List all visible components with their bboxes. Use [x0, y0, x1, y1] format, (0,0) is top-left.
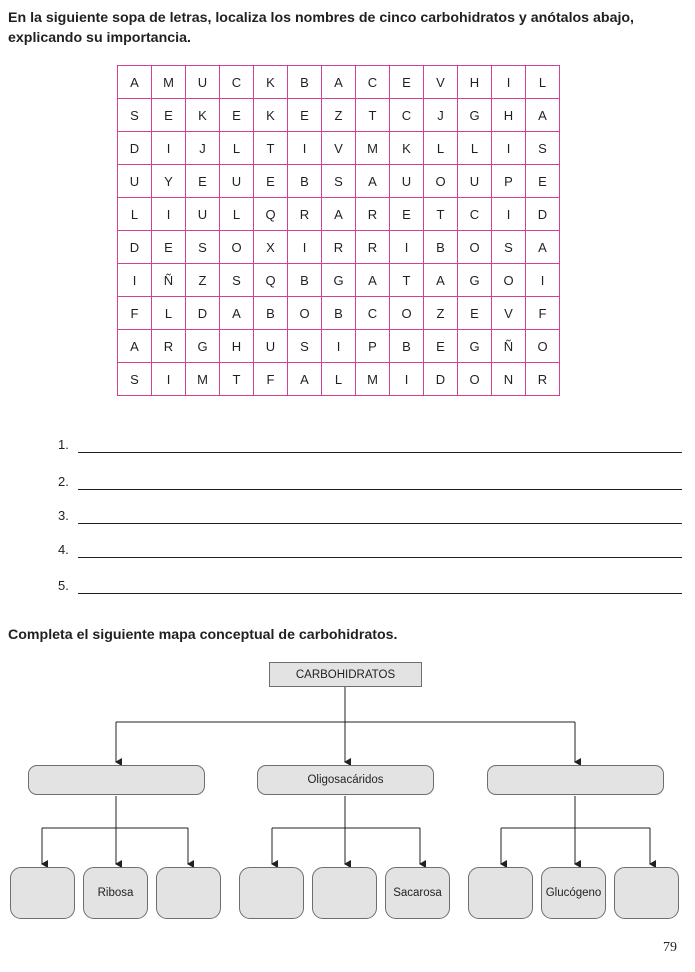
grid-cell[interactable]: Z — [424, 297, 458, 330]
grid-cell[interactable]: F — [526, 297, 560, 330]
grid-cell[interactable]: G — [458, 330, 492, 363]
grid-cell[interactable]: Q — [254, 198, 288, 231]
grid-cell[interactable]: C — [356, 66, 390, 99]
grid-cell[interactable]: B — [322, 297, 356, 330]
grid-cell[interactable]: M — [356, 363, 390, 396]
grid-cell[interactable]: I — [288, 132, 322, 165]
grid-cell[interactable]: G — [186, 330, 220, 363]
grid-cell[interactable]: D — [526, 198, 560, 231]
grid-cell[interactable]: H — [458, 66, 492, 99]
grid-cell[interactable]: O — [390, 297, 424, 330]
grid-cell[interactable]: J — [186, 132, 220, 165]
grid-cell[interactable]: I — [288, 231, 322, 264]
grid-cell[interactable]: D — [424, 363, 458, 396]
grid-cell[interactable]: E — [458, 297, 492, 330]
concept-leaf-box-8: Glucógeno — [541, 867, 606, 919]
grid-cell[interactable]: E — [152, 231, 186, 264]
grid-cell[interactable]: P — [492, 165, 526, 198]
grid-cell[interactable]: E — [390, 198, 424, 231]
grid-cell[interactable]: U — [186, 198, 220, 231]
grid-cell[interactable]: S — [118, 363, 152, 396]
grid-cell[interactable]: T — [254, 132, 288, 165]
grid-cell[interactable]: L — [322, 363, 356, 396]
grid-cell[interactable]: N — [492, 363, 526, 396]
grid-cell[interactable]: A — [118, 66, 152, 99]
grid-cell[interactable]: Ñ — [152, 264, 186, 297]
grid-cell[interactable]: U — [186, 66, 220, 99]
grid-cell[interactable]: A — [424, 264, 458, 297]
grid-cell[interactable]: I — [118, 264, 152, 297]
answer-number: 5. — [58, 578, 69, 593]
concept-leaf-box-7[interactable] — [468, 867, 533, 919]
grid-cell[interactable]: E — [254, 165, 288, 198]
grid-cell[interactable]: D — [118, 231, 152, 264]
grid-cell[interactable]: U — [118, 165, 152, 198]
grid-cell[interactable]: R — [356, 231, 390, 264]
concept-root-box: CARBOHIDRATOS — [269, 662, 422, 687]
grid-cell[interactable]: G — [458, 99, 492, 132]
grid-cell[interactable]: F — [118, 297, 152, 330]
conceptmap-instructions: Completa el siguiente mapa conceptual de carbohidratos. — [8, 627, 398, 643]
grid-cell[interactable]: O — [288, 297, 322, 330]
grid-cell[interactable]: T — [424, 198, 458, 231]
grid-cell[interactable]: S — [220, 264, 254, 297]
grid-cell[interactable]: C — [220, 66, 254, 99]
grid-cell[interactable]: R — [322, 231, 356, 264]
grid-cell[interactable]: I — [322, 330, 356, 363]
grid-cell[interactable]: L — [424, 132, 458, 165]
grid-cell[interactable]: S — [118, 99, 152, 132]
grid-cell[interactable]: A — [322, 198, 356, 231]
grid-cell[interactable]: L — [458, 132, 492, 165]
grid-cell[interactable]: S — [288, 330, 322, 363]
grid-cell[interactable]: O — [220, 231, 254, 264]
grid-cell[interactable]: J — [424, 99, 458, 132]
grid-cell[interactable]: G — [458, 264, 492, 297]
grid-cell[interactable]: L — [220, 132, 254, 165]
answer-number: 1. — [58, 437, 69, 452]
grid-cell[interactable]: M — [186, 363, 220, 396]
grid-cell[interactable]: B — [390, 330, 424, 363]
grid-cell[interactable]: E — [526, 165, 560, 198]
grid-cell[interactable]: T — [390, 264, 424, 297]
grid-cell[interactable]: M — [356, 132, 390, 165]
grid-cell[interactable]: U — [390, 165, 424, 198]
grid-cell[interactable]: L — [152, 297, 186, 330]
grid-cell[interactable]: F — [254, 363, 288, 396]
grid-cell[interactable]: U — [458, 165, 492, 198]
grid-cell[interactable]: I — [390, 363, 424, 396]
grid-cell[interactable]: S — [492, 231, 526, 264]
grid-cell[interactable]: O — [424, 165, 458, 198]
concept-leaf-box-2: Ribosa — [83, 867, 148, 919]
grid-cell[interactable]: X — [254, 231, 288, 264]
grid-cell[interactable]: A — [322, 66, 356, 99]
grid-cell[interactable]: U — [254, 330, 288, 363]
grid-cell[interactable]: V — [492, 297, 526, 330]
grid-cell[interactable]: R — [152, 330, 186, 363]
grid-cell[interactable]: C — [458, 198, 492, 231]
grid-cell[interactable]: A — [288, 363, 322, 396]
grid-cell[interactable]: E — [152, 99, 186, 132]
concept-leaf-box-1[interactable] — [10, 867, 75, 919]
grid-cell[interactable]: C — [390, 99, 424, 132]
grid-cell[interactable]: H — [492, 99, 526, 132]
grid-cell[interactable]: I — [152, 132, 186, 165]
grid-cell[interactable]: O — [492, 264, 526, 297]
grid-cell[interactable]: A — [220, 297, 254, 330]
grid-cell[interactable]: B — [254, 297, 288, 330]
concept-middle-box-2: Oligosacáridos — [257, 765, 434, 795]
grid-cell[interactable]: C — [356, 297, 390, 330]
grid-cell[interactable]: E — [424, 330, 458, 363]
concept-leaf-box-6: Sacarosa — [385, 867, 450, 919]
grid-cell[interactable]: I — [526, 264, 560, 297]
concept-leaf-box-5[interactable] — [312, 867, 377, 919]
grid-cell[interactable]: S — [526, 132, 560, 165]
grid-cell[interactable]: K — [186, 99, 220, 132]
grid-cell[interactable]: L — [526, 66, 560, 99]
grid-cell[interactable]: K — [254, 66, 288, 99]
grid-cell[interactable]: K — [390, 132, 424, 165]
grid-cell[interactable]: T — [220, 363, 254, 396]
grid-cell[interactable]: G — [322, 264, 356, 297]
answer-number: 2. — [58, 474, 69, 489]
concept-middle-box-1[interactable] — [28, 765, 205, 795]
grid-cell[interactable]: Z — [322, 99, 356, 132]
grid-cell[interactable]: S — [322, 165, 356, 198]
wordsearch-instructions: En la siguiente sopa de letras, localiza los nombres de cinco carbohidratos y anótalos abajo, explicando su importancia. — [8, 10, 635, 46]
grid-cell[interactable]: B — [424, 231, 458, 264]
concept-leaf-box-4[interactable] — [239, 867, 304, 919]
grid-cell[interactable]: U — [220, 165, 254, 198]
grid-cell[interactable]: A — [526, 99, 560, 132]
grid-cell[interactable]: I — [152, 198, 186, 231]
grid-cell[interactable]: A — [526, 231, 560, 264]
grid-cell[interactable]: Z — [186, 264, 220, 297]
grid-cell[interactable]: A — [356, 264, 390, 297]
grid-cell[interactable]: O — [458, 363, 492, 396]
answer-number: 3. — [58, 508, 69, 523]
grid-cell[interactable]: A — [118, 330, 152, 363]
grid-cell[interactable]: D — [186, 297, 220, 330]
grid-cell[interactable]: M — [152, 66, 186, 99]
grid-cell[interactable]: I — [492, 66, 526, 99]
grid-cell[interactable]: I — [152, 363, 186, 396]
grid-cell[interactable]: Q — [254, 264, 288, 297]
grid-cell[interactable]: I — [492, 198, 526, 231]
grid-cell[interactable]: I — [390, 231, 424, 264]
concept-leaf-box-9[interactable] — [614, 867, 679, 919]
grid-cell[interactable]: P — [356, 330, 390, 363]
grid-cell[interactable]: A — [356, 165, 390, 198]
grid-cell[interactable]: K — [254, 99, 288, 132]
grid-cell[interactable]: R — [356, 198, 390, 231]
grid-cell[interactable]: E — [288, 99, 322, 132]
grid-cell[interactable]: R — [288, 198, 322, 231]
grid-cell[interactable]: L — [220, 198, 254, 231]
grid-cell[interactable]: O — [526, 330, 560, 363]
grid-cell[interactable]: V — [322, 132, 356, 165]
grid-cell[interactable]: L — [118, 198, 152, 231]
page-number: 79 — [663, 940, 677, 955]
concept-middle-box-3[interactable] — [487, 765, 664, 795]
grid-cell[interactable]: B — [288, 165, 322, 198]
grid-cell[interactable]: Y — [152, 165, 186, 198]
answer-number: 4. — [58, 542, 69, 557]
concept-leaf-box-3[interactable] — [156, 867, 221, 919]
grid-cell[interactable]: D — [118, 132, 152, 165]
grid-cell[interactable]: R — [526, 363, 560, 396]
grid-cell[interactable]: E — [390, 66, 424, 99]
grid-cell[interactable]: I — [492, 132, 526, 165]
grid-cell[interactable]: V — [424, 66, 458, 99]
grid-cell[interactable]: E — [220, 99, 254, 132]
grid-cell[interactable]: B — [288, 66, 322, 99]
grid-cell[interactable]: O — [458, 231, 492, 264]
grid-cell[interactable]: S — [186, 231, 220, 264]
grid-cell[interactable]: Ñ — [492, 330, 526, 363]
grid-cell[interactable]: B — [288, 264, 322, 297]
grid-cell[interactable]: T — [356, 99, 390, 132]
grid-cell[interactable]: E — [186, 165, 220, 198]
grid-cell[interactable]: H — [220, 330, 254, 363]
